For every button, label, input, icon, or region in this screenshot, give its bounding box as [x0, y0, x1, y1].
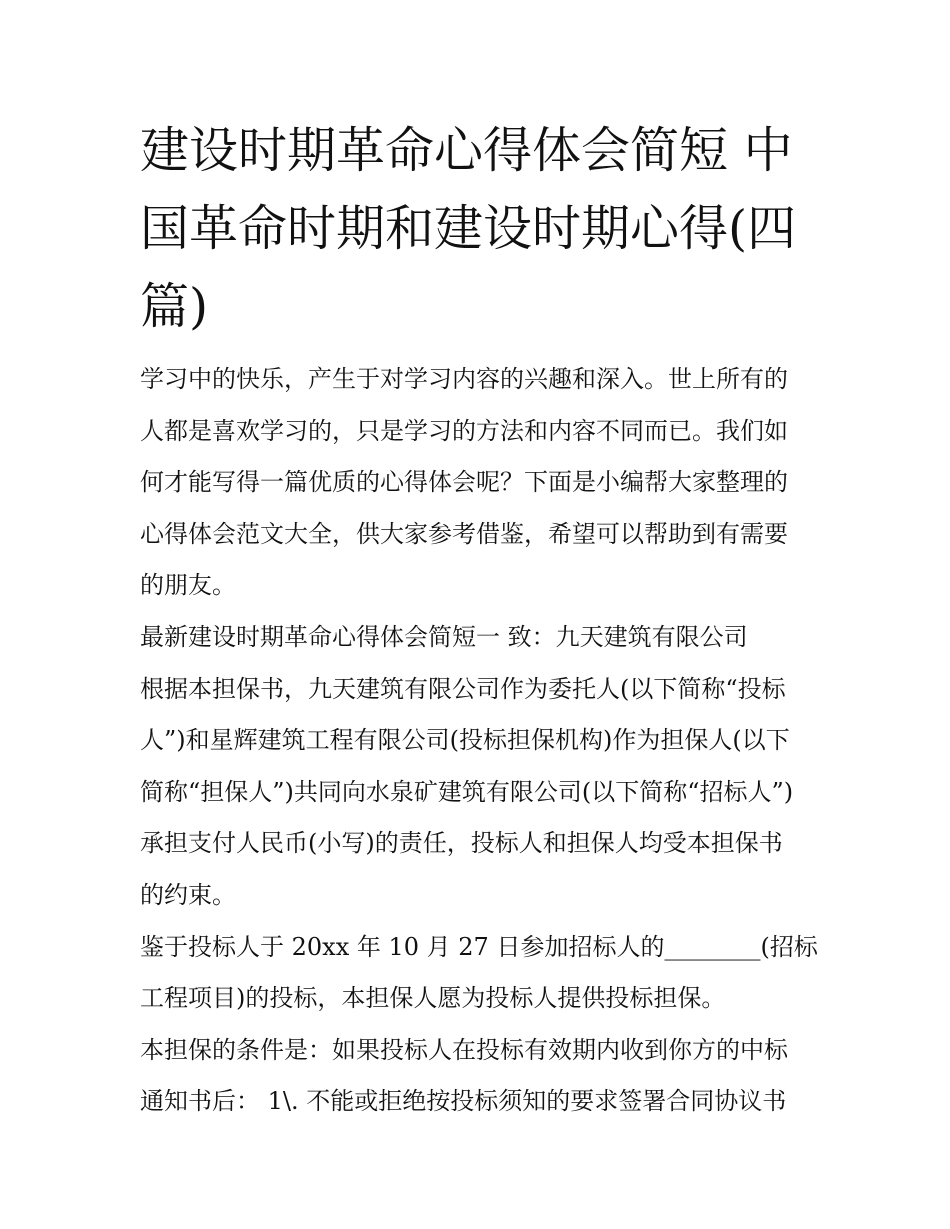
body-line: 人都是喜欢学习的，只是学习的方法和内容不同而已。我们如 [140, 416, 788, 445]
body-line: 的朋友。 [140, 571, 236, 600]
body-line: 承担支付人民币(小写)的责任，投标人和担保人均受本担保书 [140, 829, 783, 858]
document-body [140, 354, 820, 1128]
body-line: 根据本担保书，九天建筑有限公司作为委托人(以下简称“投标 [140, 674, 786, 703]
body-line: 心得体会范文大全，供大家参考借鉴，希望可以帮助到有需要 [140, 519, 788, 548]
body-line: 简称“担保人”)共同向水泉矿建筑有限公司(以下简称“招标人”) [140, 777, 794, 806]
body-line: 学习中的快乐，产生于对学习内容的兴趣和深入。世上所有的 [140, 365, 788, 393]
title-line: 建设时期革命心得体会简短 中 [140, 122, 793, 179]
body-line: 通知书后： 1\. 不能或拒绝按投标须知的要求签署合同协议书 [140, 1087, 787, 1116]
document-title [140, 112, 820, 346]
body-line: 最新建设时期革命心得体会简短一 致：九天建筑有限公司 [140, 622, 748, 651]
title-line: 国革命时期和建设时期心得(四 [140, 200, 797, 257]
body-line: 本担保的条件是：如果投标人在投标有效期内收到你方的中标 [140, 1035, 788, 1064]
body-line: 人”)和星辉建筑工程有限公司(投标担保机构)作为担保人(以下 [140, 726, 790, 755]
body-line: 的约束。 [140, 880, 236, 909]
title-line: 篇) [140, 278, 209, 335]
body-line: 何才能写得一篇优质的心得体会呢？下面是小编帮大家整理的 [140, 468, 788, 497]
body-line: 工程项目)的投标，本担保人愿为投标人提供投标担保。 [140, 984, 726, 1013]
body-line: 鉴于投标人于 20xx 年 10 月 27 日参加招标人的________(招标 [140, 932, 818, 961]
